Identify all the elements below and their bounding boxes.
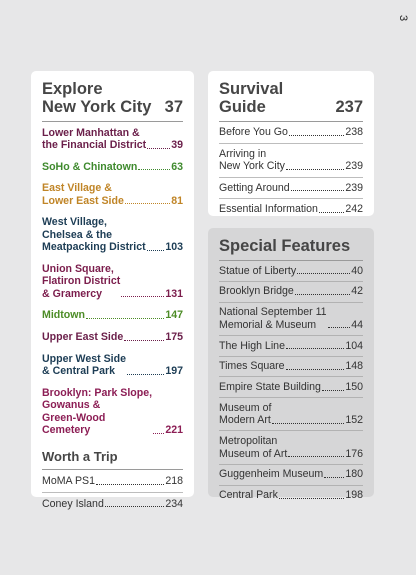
survival-item-label: Getting Around [219,181,290,194]
explore-item-page: 147 [165,309,183,322]
special-feature-item-page: 104 [345,339,363,352]
worth-a-trip-list [42,470,183,514]
dot-leader [138,169,170,170]
worth-a-trip-item-page: 218 [165,475,183,488]
special-feature-item [219,357,363,377]
survival-item [219,122,363,143]
special-feature-item [219,431,363,463]
survival-item-page: 239 [345,160,363,172]
explore-item-label: Upper East Side [42,331,124,344]
special-feature-item-label: Guggenheim Museum [219,468,324,481]
dot-leader [328,327,351,328]
special-feature-item-page: 152 [345,414,363,427]
explore-item-page: 81 [171,194,183,207]
special-feature-item-label: Central Park [219,489,278,502]
explore-item [42,178,183,212]
dot-leader [124,340,164,341]
special-features-heading [219,237,363,255]
dot-leader [297,273,350,274]
special-feature-item-label: Metropolitan Museum of Art [219,435,288,460]
explore-item-page: 197 [165,365,183,378]
dot-leader [324,477,344,478]
explore-item [42,327,183,349]
dot-leader [286,369,345,370]
special-features-list [219,261,363,505]
worth-a-trip-item [42,493,183,515]
dot-leader [288,456,344,457]
worth-a-trip-item [42,470,183,492]
explore-item-page: 103 [165,241,183,254]
special-feature-item-label: Empire State Building [219,381,321,394]
worth-a-trip-item-label: MoMA PS1 [42,475,95,488]
special-feature-item [219,303,363,335]
dot-leader [286,348,344,349]
dot-leader [127,374,164,375]
explore-item [42,382,183,441]
special-feature-item-label: Statue of Liberty [219,264,297,277]
explore-page: 37 [164,98,183,116]
explore-list [42,122,183,441]
dot-leader [105,506,164,507]
explore-item-page: 39 [171,139,183,151]
dot-leader [147,250,165,251]
explore-item-page: 131 [165,287,183,300]
dot-leader [96,484,164,485]
explore-item [42,212,183,259]
survival-item-label: Before You Go [219,126,288,138]
special-feature-item [219,486,363,506]
special-feature-item-label: Museum of Modern Art [219,401,272,427]
explore-item [42,156,183,178]
explore-item-label: Union Square, Flatiron District & Gramercy [42,262,121,300]
explore-item-label: Midtown [42,309,85,322]
dot-leader [272,423,344,424]
explore-card [31,71,194,510]
survival-item [219,144,363,177]
survival-item [219,178,363,199]
dot-leader [147,148,170,149]
dot-leader [125,203,170,204]
special-feature-item-page: 44 [351,318,363,331]
dot-leader [319,212,344,213]
dot-leader [86,318,164,319]
survival-item-page: 242 [345,203,363,215]
survival-card [208,71,374,216]
special-feature-item [219,465,363,485]
survival-heading [219,80,363,116]
survival-list [219,122,363,220]
special-feature-item-label: National September 11 Memorial & Museum [219,306,327,331]
explore-item [42,305,183,327]
special-feature-item-page: 198 [345,489,363,502]
special-feature-item-label: Times Square [219,360,285,373]
explore-item-label: SoHo & Chinatown [42,160,138,173]
explore-item [42,122,183,156]
special-feature-item-page: 176 [345,447,363,460]
survival-item-label: Essential Information [219,203,318,215]
explore-item-label: East Village & Lower East Side [42,182,124,207]
dot-leader [121,296,164,297]
explore-item-label: Lower Manhattan & the Financial District [42,126,147,151]
special-feature-item [219,282,363,302]
explore-item-label: Brooklyn: Park Slope, Gowanus & Green-Wood Cemetery [42,386,153,437]
special-feature-item [219,398,363,430]
page-number: 3 [396,14,409,22]
special-feature-item-page: 150 [345,381,363,394]
explore-item [42,348,183,382]
survival-page: 237 [335,98,363,116]
special-features-title: Special Features [219,237,351,255]
explore-item [42,258,183,305]
explore-heading [42,80,183,116]
special-features-card [208,228,374,502]
survival-title: Survival Guide [219,80,284,116]
special-feature-item-label: The High Line [219,339,285,352]
survival-item [219,199,363,220]
explore-item-page: 63 [171,160,183,173]
special-feature-item-page: 40 [351,264,363,277]
survival-item-page: 238 [345,126,363,138]
special-feature-item [219,261,363,281]
dot-leader [279,498,344,499]
dot-leader [289,135,344,136]
worth-a-trip-title: Worth a Trip [42,449,118,465]
worth-a-trip-item-label: Coney Island [42,497,104,510]
worth-a-trip-item-page: 234 [165,497,183,510]
explore-item-label: Upper West Side & Central Park [42,352,126,378]
explore-title: Explore New York City [42,80,152,116]
dot-leader [153,433,164,434]
survival-item-label: Arriving in New York City [219,147,285,172]
special-feature-item [219,336,363,356]
dot-leader [286,169,344,170]
dot-leader [295,294,350,295]
special-feature-item-page: 42 [351,285,363,298]
special-feature-item-page: 148 [345,360,363,373]
explore-item-page: 221 [165,424,183,437]
special-feature-item-page: 180 [345,468,363,481]
explore-item-page: 175 [165,331,183,344]
explore-item-label: West Village, Chelsea & the Meatpacking District [42,216,146,254]
survival-item-page: 239 [345,181,363,194]
special-feature-item [219,377,363,397]
special-feature-item-label: Brooklyn Bridge [219,285,294,298]
dot-leader [322,390,344,391]
dot-leader [291,190,345,191]
